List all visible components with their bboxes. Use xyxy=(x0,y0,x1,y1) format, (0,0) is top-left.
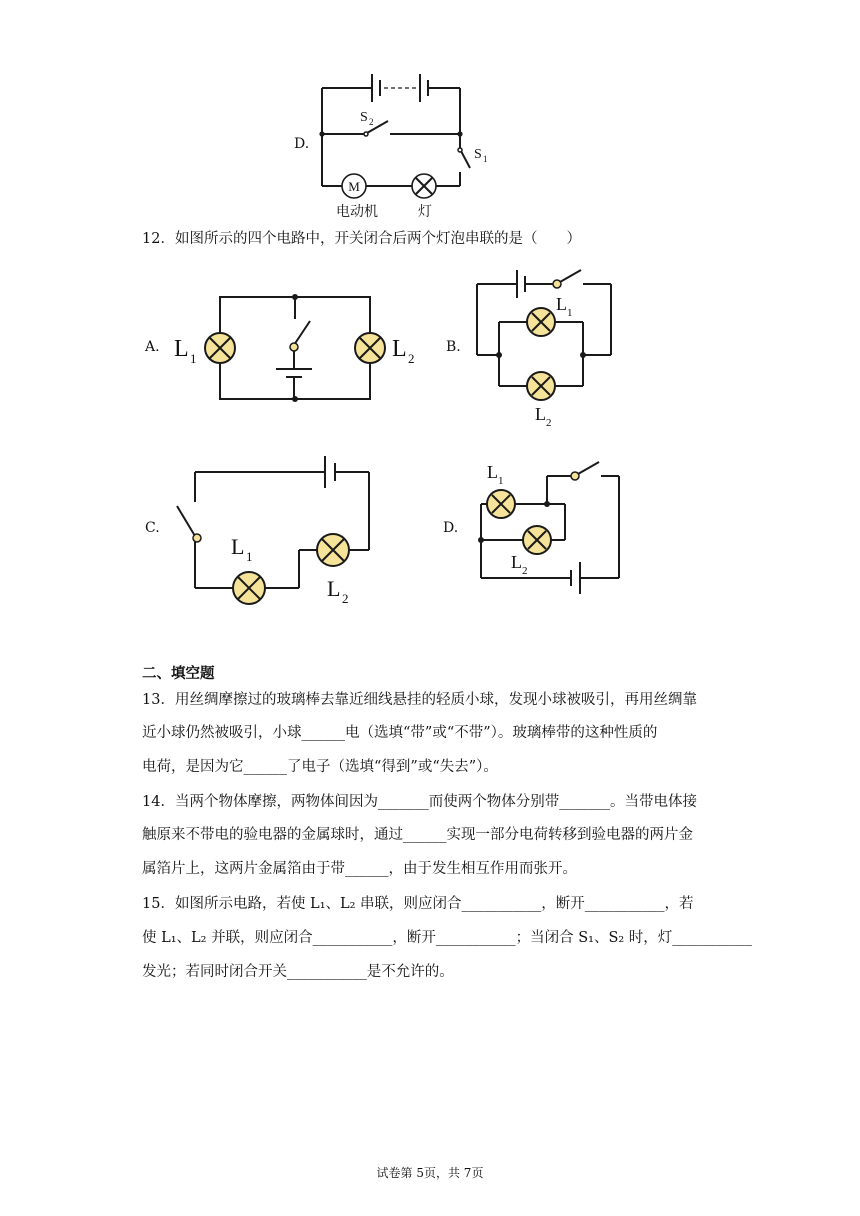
q14-line-3: 属箔片上，这两片金属箔由于带______，由于发生相互作用而张开。 xyxy=(142,861,577,877)
lamp-l1-subscript: 1 xyxy=(567,307,573,319)
lamp-l1-label: L xyxy=(556,294,567,314)
q12-option-c-letter: C. xyxy=(145,520,160,536)
lamp-l1-label: L xyxy=(487,462,498,482)
motor-letter: M xyxy=(348,179,360,194)
switch-blade xyxy=(560,270,581,282)
switch-pivot xyxy=(193,534,201,542)
q13-line-3: 电荷，是因为它______了电子（选填“得到”或“失去”）。 xyxy=(142,759,498,775)
q13-line-2: 近小球仍然被吸引，小球______电（选填“带”或“不带”）。玻璃棒带的这种性质的 xyxy=(142,725,658,741)
q14-line-2: 触原来不带电的验电器的金属球时，通过______实现一部分电荷转移到验电器的两片金 xyxy=(142,827,693,843)
q12-stem: 12．如图所示的四个电路中，开关闭合后两个灯泡串联的是（ ） xyxy=(142,231,581,247)
lamp-l2-subscript: 2 xyxy=(408,351,415,366)
switch-pivot xyxy=(290,343,298,351)
q12-option-b-letter: B. xyxy=(446,339,461,355)
lamp-l2-subscript: 2 xyxy=(546,417,552,429)
lamp-l1-subscript: 1 xyxy=(498,475,504,487)
q12-option-d-circuit xyxy=(465,448,640,603)
q15-line-2: 使 L₁、L₂ 并联，则应闭合___________，断开___________；当闭合 S₁、S₂ 时，灯___________ xyxy=(142,930,753,946)
q12-option-a-circuit xyxy=(170,285,420,410)
lamp-l2-label: L xyxy=(535,404,546,424)
q15-line-1: 15．如图所示电路，若使 L₁、L₂ 串联，则应闭合___________，断开___________，若 xyxy=(142,896,694,912)
switch-s1-label: S xyxy=(474,147,482,162)
page-footer: 试卷第 5页，共 7页 xyxy=(376,1166,484,1180)
lamp-l2-subscript: 2 xyxy=(342,591,349,606)
lamp-l2-subscript: 2 xyxy=(522,565,528,577)
q12-option-c-circuit xyxy=(165,450,385,610)
lamp-l2-label: L xyxy=(511,552,522,572)
motor-caption: 电动机 xyxy=(336,204,378,220)
q14-line-1: 14．当两个物体摩擦，两物体间因为_______而使两个物体分别带_______。当带电体接 xyxy=(142,794,697,810)
switch-blade xyxy=(578,462,599,474)
lamp-l1-subscript: 1 xyxy=(190,351,197,366)
junction-dot xyxy=(319,131,324,136)
switch-s1-subscript: 1 xyxy=(483,154,488,164)
q12-option-a-letter: A. xyxy=(145,339,160,355)
switch-s1-blade xyxy=(461,151,470,168)
q13-line-1: 13．用丝绸摩擦过的玻璃棒去靠近细线悬挂的轻质小球，发现小球被吸引，再用丝绸靠 xyxy=(142,692,697,708)
lamp-l2-label: L xyxy=(392,336,407,362)
switch-s2-subscript: 2 xyxy=(369,117,374,127)
q15-line-3: 发光；若同时闭合开关___________是不允许的。 xyxy=(142,964,454,980)
q12-option-d-letter: D. xyxy=(443,520,459,536)
lamp-l2-label: L xyxy=(327,576,341,601)
switch-blade xyxy=(294,321,310,345)
q11-option-d-circuit xyxy=(300,60,520,225)
lamp-l1-label: L xyxy=(231,534,245,559)
section-title: 二、填空题 xyxy=(142,666,215,682)
switch-s2-label: S xyxy=(360,110,368,125)
lamp-caption: 灯 xyxy=(418,204,432,220)
q12-option-b-circuit xyxy=(465,258,630,433)
q11-option-d-letter: D. xyxy=(294,136,310,152)
lamp-l1-label: L xyxy=(174,336,189,362)
switch-blade xyxy=(177,506,195,536)
lamp-l1-subscript: 1 xyxy=(246,549,253,564)
